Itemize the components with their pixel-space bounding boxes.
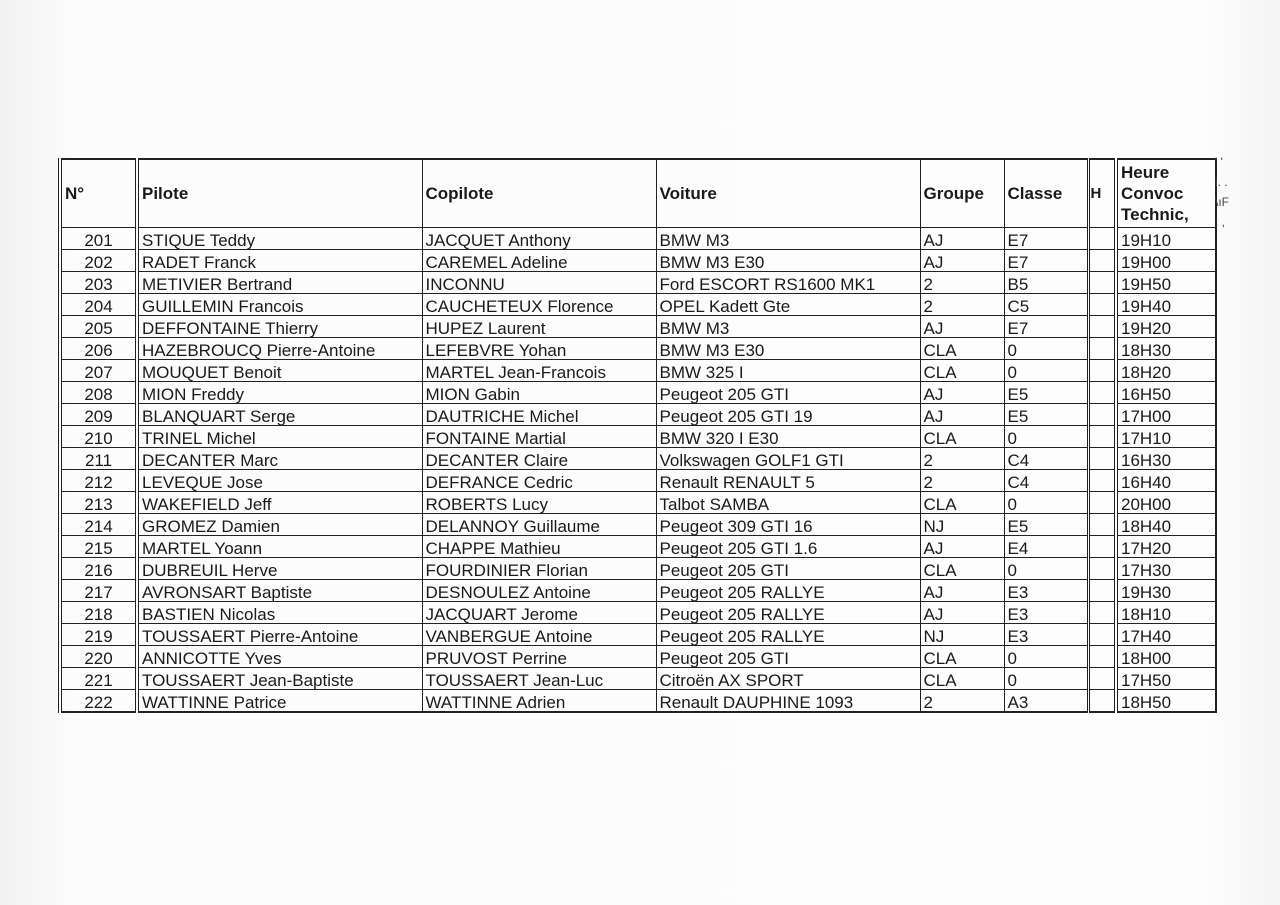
cell-groupe: AJ <box>920 404 1004 426</box>
cell-copilote: CAUCHETEUX Florence <box>422 294 656 316</box>
cell-classe: 0 <box>1004 360 1088 382</box>
table-row <box>60 558 1216 580</box>
cell-num: 222 <box>60 690 137 713</box>
cell-copilote: HUPEZ Laurent <box>422 316 656 338</box>
cell-heure: 19H00 <box>1116 250 1216 272</box>
header-num: N° <box>60 159 137 228</box>
cell-num: 216 <box>60 558 137 580</box>
cell-classe: E3 <box>1004 602 1088 624</box>
cell-voiture: Peugeot 205 GTI <box>656 382 920 404</box>
cell-pilote: ANNICOTTE Yves <box>137 646 422 668</box>
cell-pilote: DECANTER Marc <box>137 448 422 470</box>
cell-copilote: ROBERTS Lucy <box>422 492 656 514</box>
cell-copilote: DEFRANCE Cedric <box>422 470 656 492</box>
cell-heure: 18H00 <box>1116 646 1216 668</box>
cell-classe: C4 <box>1004 448 1088 470</box>
cell-copilote: WATTINNE Adrien <box>422 690 656 713</box>
cell-pilote: TRINEL Michel <box>137 426 422 448</box>
cell-groupe: CLA <box>920 338 1004 360</box>
header-copilote: Copilote <box>422 159 656 228</box>
cell-num: 215 <box>60 536 137 558</box>
cell-classe: C4 <box>1004 470 1088 492</box>
cell-groupe: AJ <box>920 382 1004 404</box>
cell-pilote: LEVEQUE Jose <box>137 470 422 492</box>
cell-classe: E3 <box>1004 580 1088 602</box>
cell-h <box>1088 624 1116 646</box>
cell-voiture: Peugeot 205 GTI 1.6 <box>656 536 920 558</box>
cell-heure: 18H50 <box>1116 690 1216 713</box>
cell-num: 218 <box>60 602 137 624</box>
table-row <box>60 646 1216 668</box>
cell-h <box>1088 404 1116 426</box>
cell-classe: 0 <box>1004 338 1088 360</box>
cell-groupe: CLA <box>920 492 1004 514</box>
table-row <box>60 492 1216 514</box>
table-row <box>60 228 1216 250</box>
cell-copilote: TOUSSAERT Jean-Luc <box>422 668 656 690</box>
cell-groupe: 2 <box>920 690 1004 713</box>
cell-h <box>1088 602 1116 624</box>
table-row <box>60 294 1216 316</box>
table-row <box>60 338 1216 360</box>
cell-pilote: MION Freddy <box>137 382 422 404</box>
cell-num: 214 <box>60 514 137 536</box>
cell-num: 211 <box>60 448 137 470</box>
cell-voiture: BMW M3 <box>656 316 920 338</box>
header-voiture: Voiture <box>656 159 920 228</box>
cell-groupe: AJ <box>920 536 1004 558</box>
cell-voiture: Peugeot 205 GTI <box>656 558 920 580</box>
cell-copilote: PRUVOST Perrine <box>422 646 656 668</box>
header-groupe: Groupe <box>920 159 1004 228</box>
cell-h <box>1088 690 1116 713</box>
cell-h <box>1088 558 1116 580</box>
cell-h <box>1088 646 1116 668</box>
cell-voiture: Peugeot 205 RALLYE <box>656 624 920 646</box>
cell-h <box>1088 426 1116 448</box>
cell-heure: 16H50 <box>1116 382 1216 404</box>
cell-num: 209 <box>60 404 137 426</box>
cell-pilote: RADET Franck <box>137 250 422 272</box>
cell-groupe: 2 <box>920 272 1004 294</box>
cell-copilote: VANBERGUE Antoine <box>422 624 656 646</box>
cell-voiture: BMW 320 I E30 <box>656 426 920 448</box>
cell-heure: 16H40 <box>1116 470 1216 492</box>
cell-classe: E5 <box>1004 382 1088 404</box>
table-header-row <box>60 159 1216 228</box>
cell-heure: 16H30 <box>1116 448 1216 470</box>
cell-heure: 17H20 <box>1116 536 1216 558</box>
cell-voiture: Peugeot 205 GTI <box>656 646 920 668</box>
cell-groupe: AJ <box>920 228 1004 250</box>
cell-copilote: MARTEL Jean-Francois <box>422 360 656 382</box>
cell-classe: 0 <box>1004 426 1088 448</box>
cell-heure: 19H30 <box>1116 580 1216 602</box>
cell-groupe: AJ <box>920 316 1004 338</box>
table-row <box>60 668 1216 690</box>
cell-copilote: FONTAINE Martial <box>422 426 656 448</box>
cell-copilote: DECANTER Claire <box>422 448 656 470</box>
cell-groupe: 2 <box>920 294 1004 316</box>
cell-num: 204 <box>60 294 137 316</box>
header-pilote: Pilote <box>137 159 422 228</box>
cell-classe: E3 <box>1004 624 1088 646</box>
cell-pilote: TOUSSAERT Jean-Baptiste <box>137 668 422 690</box>
cell-classe: B5 <box>1004 272 1088 294</box>
cell-classe: C5 <box>1004 294 1088 316</box>
cell-pilote: GUILLEMIN Francois <box>137 294 422 316</box>
cell-heure: 17H30 <box>1116 558 1216 580</box>
cell-num: 212 <box>60 470 137 492</box>
cell-h <box>1088 382 1116 404</box>
cell-groupe: CLA <box>920 360 1004 382</box>
cell-pilote: WATTINNE Patrice <box>137 690 422 713</box>
cell-h <box>1088 228 1116 250</box>
table-row <box>60 250 1216 272</box>
cell-h <box>1088 360 1116 382</box>
table-row <box>60 624 1216 646</box>
cell-classe: E5 <box>1004 404 1088 426</box>
header-heure: Heure Convoc Technic, <box>1116 159 1216 228</box>
cell-pilote: METIVIER Bertrand <box>137 272 422 294</box>
cell-voiture: BMW 325 I <box>656 360 920 382</box>
cell-num: 207 <box>60 360 137 382</box>
cell-pilote: WAKEFIELD Jeff <box>137 492 422 514</box>
cell-groupe: CLA <box>920 558 1004 580</box>
cell-num: 213 <box>60 492 137 514</box>
table-row <box>60 404 1216 426</box>
cell-groupe: 2 <box>920 448 1004 470</box>
cell-heure: 19H20 <box>1116 316 1216 338</box>
cell-classe: 0 <box>1004 492 1088 514</box>
cell-pilote: DEFFONTAINE Thierry <box>137 316 422 338</box>
cell-voiture: Renault RENAULT 5 <box>656 470 920 492</box>
cell-h <box>1088 536 1116 558</box>
cell-groupe: CLA <box>920 668 1004 690</box>
scan-edge-marks: ' ' i. . \ıF : , <box>1215 155 1229 229</box>
cell-pilote: MARTEL Yoann <box>137 536 422 558</box>
table-row <box>60 448 1216 470</box>
cell-num: 210 <box>60 426 137 448</box>
cell-groupe: 2 <box>920 470 1004 492</box>
cell-heure: 17H10 <box>1116 426 1216 448</box>
cell-heure: 18H30 <box>1116 338 1216 360</box>
table-row <box>60 580 1216 602</box>
cell-heure: 20H00 <box>1116 492 1216 514</box>
cell-h <box>1088 294 1116 316</box>
cell-heure: 17H40 <box>1116 624 1216 646</box>
cell-heure: 18H40 <box>1116 514 1216 536</box>
cell-num: 206 <box>60 338 137 360</box>
table-row <box>60 470 1216 492</box>
cell-voiture: OPEL Kadett Gte <box>656 294 920 316</box>
cell-voiture: Renault DAUPHINE 1093 <box>656 690 920 713</box>
cell-classe: E7 <box>1004 250 1088 272</box>
cell-pilote: HAZEBROUCQ Pierre-Antoine <box>137 338 422 360</box>
cell-voiture: Peugeot 309 GTI 16 <box>656 514 920 536</box>
cell-copilote: FOURDINIER Florian <box>422 558 656 580</box>
cell-copilote: MION Gabin <box>422 382 656 404</box>
cell-classe: E7 <box>1004 228 1088 250</box>
cell-pilote: STIQUE Teddy <box>137 228 422 250</box>
cell-groupe: AJ <box>920 250 1004 272</box>
cell-copilote: DESNOULEZ Antoine <box>422 580 656 602</box>
cell-voiture: Peugeot 205 GTI 19 <box>656 404 920 426</box>
cell-groupe: CLA <box>920 646 1004 668</box>
cell-copilote: DAUTRICHE Michel <box>422 404 656 426</box>
cell-num: 202 <box>60 250 137 272</box>
cell-num: 221 <box>60 668 137 690</box>
table-row <box>60 382 1216 404</box>
cell-heure: 18H20 <box>1116 360 1216 382</box>
cell-num: 217 <box>60 580 137 602</box>
cell-h <box>1088 514 1116 536</box>
cell-copilote: CAREMEL Adeline <box>422 250 656 272</box>
header-classe: Classe <box>1004 159 1088 228</box>
cell-classe: 0 <box>1004 668 1088 690</box>
cell-voiture: Citroën AX SPORT <box>656 668 920 690</box>
cell-groupe: AJ <box>920 602 1004 624</box>
cell-pilote: DUBREUIL Herve <box>137 558 422 580</box>
cell-groupe: NJ <box>920 624 1004 646</box>
cell-voiture: Peugeot 205 RALLYE <box>656 580 920 602</box>
cell-classe: E7 <box>1004 316 1088 338</box>
cell-num: 201 <box>60 228 137 250</box>
cell-h <box>1088 470 1116 492</box>
cell-num: 203 <box>60 272 137 294</box>
table-row <box>60 514 1216 536</box>
cell-groupe: CLA <box>920 426 1004 448</box>
cell-h <box>1088 250 1116 272</box>
cell-groupe: NJ <box>920 514 1004 536</box>
cell-h <box>1088 448 1116 470</box>
table-row <box>60 360 1216 382</box>
cell-groupe: AJ <box>920 580 1004 602</box>
cell-num: 205 <box>60 316 137 338</box>
cell-voiture: Talbot SAMBA <box>656 492 920 514</box>
cell-voiture: Volkswagen GOLF1 GTI <box>656 448 920 470</box>
cell-copilote: JACQUET Anthony <box>422 228 656 250</box>
cell-h <box>1088 492 1116 514</box>
table-row <box>60 426 1216 448</box>
cell-heure: 17H00 <box>1116 404 1216 426</box>
cell-pilote: BASTIEN Nicolas <box>137 602 422 624</box>
cell-heure: 19H10 <box>1116 228 1216 250</box>
cell-classe: 0 <box>1004 558 1088 580</box>
cell-h <box>1088 580 1116 602</box>
cell-h <box>1088 316 1116 338</box>
cell-heure: 17H50 <box>1116 668 1216 690</box>
cell-classe: E5 <box>1004 514 1088 536</box>
cell-voiture: Ford ESCORT RS1600 MK1 <box>656 272 920 294</box>
cell-copilote: CHAPPE Mathieu <box>422 536 656 558</box>
cell-voiture: BMW M3 <box>656 228 920 250</box>
cell-classe: A3 <box>1004 690 1088 713</box>
table-row <box>60 690 1216 713</box>
header-h: H <box>1088 159 1116 228</box>
cell-pilote: BLANQUART Serge <box>137 404 422 426</box>
cell-h <box>1088 668 1116 690</box>
cell-num: 219 <box>60 624 137 646</box>
table-row <box>60 602 1216 624</box>
cell-heure: 19H40 <box>1116 294 1216 316</box>
cell-copilote: JACQUART Jerome <box>422 602 656 624</box>
cell-pilote: TOUSSAERT Pierre-Antoine <box>137 624 422 646</box>
table-row <box>60 536 1216 558</box>
cell-num: 220 <box>60 646 137 668</box>
cell-voiture: Peugeot 205 RALLYE <box>656 602 920 624</box>
cell-h <box>1088 272 1116 294</box>
cell-classe: E4 <box>1004 536 1088 558</box>
cell-copilote: INCONNU <box>422 272 656 294</box>
cell-voiture: BMW M3 E30 <box>656 250 920 272</box>
cell-copilote: LEFEBVRE Yohan <box>422 338 656 360</box>
cell-pilote: GROMEZ Damien <box>137 514 422 536</box>
cell-pilote: AVRONSART Baptiste <box>137 580 422 602</box>
table-row <box>60 316 1216 338</box>
cell-num: 208 <box>60 382 137 404</box>
cell-heure: 19H50 <box>1116 272 1216 294</box>
table-row <box>60 272 1216 294</box>
cell-voiture: BMW M3 E30 <box>656 338 920 360</box>
cell-classe: 0 <box>1004 646 1088 668</box>
cell-h <box>1088 338 1116 360</box>
cell-pilote: MOUQUET Benoit <box>137 360 422 382</box>
cell-heure: 18H10 <box>1116 602 1216 624</box>
entry-list-table <box>58 158 1217 713</box>
cell-copilote: DELANNOY Guillaume <box>422 514 656 536</box>
